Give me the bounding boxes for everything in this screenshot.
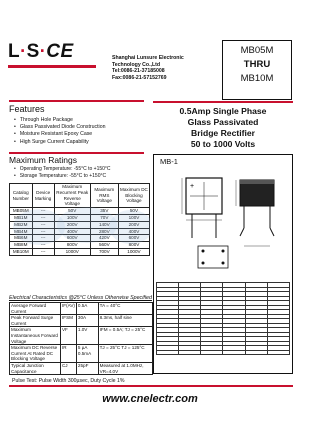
features-list	[14, 117, 144, 146]
cell: MB4M	[10, 228, 33, 235]
cell: MB05M	[10, 208, 33, 215]
cell: 5 µA 0.5mA	[76, 345, 98, 363]
cell: 0.5A	[76, 303, 98, 315]
col-header: Device Marking	[32, 184, 54, 208]
divider-title	[153, 101, 293, 103]
electrical-heading: Electrical Characteristics @25°C Unless Otherwise Specified	[9, 295, 152, 301]
cell: MB2M	[10, 221, 33, 228]
cell: 1000V	[118, 248, 149, 255]
part-thru: THRU	[243, 59, 271, 70]
cell: Typical Junction Capacitance	[10, 362, 61, 374]
divider-features	[9, 100, 144, 102]
website-url[interactable]: www.cnelectr.com	[102, 393, 198, 405]
dimension-cell	[157, 350, 179, 355]
dimension-cell	[223, 350, 245, 355]
watermark-overlay	[9, 205, 150, 250]
temperature-list	[14, 166, 144, 180]
footnote: Pulse Test: Pulse Width 300µsec, Duty Cycle 1%	[12, 378, 125, 384]
cell: TJ = 25°C TJ = 125°C	[98, 345, 152, 363]
dimension-cell	[179, 350, 201, 355]
cell: Maximum DC Reverse Current At Rated DC Blocking Voltage	[10, 345, 61, 363]
package-label: MB-1	[160, 157, 178, 166]
cell: 1000V	[54, 248, 90, 255]
cell: MB1M	[10, 214, 33, 221]
cell: Peak Forward Surge Current	[10, 315, 61, 327]
logo-letter-s: S	[26, 41, 40, 62]
logo-letter-l: L	[8, 41, 21, 62]
cell: VF	[60, 327, 76, 345]
cell: IF(AV)	[60, 303, 76, 315]
dimension-table	[156, 282, 290, 355]
electrical-table	[9, 302, 153, 375]
company-name-2: Technology Co.,Ltd	[112, 61, 161, 68]
col-header: Maximum RMS Voltage	[90, 184, 118, 208]
cell: 25pF	[76, 362, 98, 374]
divider-ratings	[9, 152, 144, 154]
cell: 50V	[118, 208, 149, 215]
cell: 560V	[90, 242, 118, 249]
cell: IR	[60, 345, 76, 363]
dimension-cell	[267, 350, 289, 355]
part-from: MB05M	[240, 45, 274, 56]
company-fax: Fax:0086-21-57152769	[112, 74, 167, 81]
cell: 8.3ms, half sine	[98, 315, 152, 327]
table-row	[10, 315, 153, 327]
title-line: Glass Passivated	[187, 117, 259, 127]
cell: 140V	[90, 221, 118, 228]
cell: ---	[32, 214, 54, 221]
divider-footer	[9, 385, 293, 387]
svg-text:+: +	[190, 183, 195, 190]
logo-letters-ce: CE	[46, 41, 74, 62]
title-line: 0.5Amp Single Phase	[179, 106, 267, 116]
cell: 600V	[118, 235, 149, 242]
part-number-box	[222, 40, 292, 100]
cell: 50V	[54, 208, 90, 215]
feature-item: • Moisture Resistant Epoxy Case	[14, 131, 144, 138]
logo-dot: ·	[20, 41, 27, 61]
feature-item: • Through Hole Package	[14, 117, 144, 124]
cell: Measured at 1.0MHz, VR=4.0V	[98, 362, 152, 374]
cell: Maximum Instantaneous Forward Voltage	[10, 327, 61, 345]
title-line: 50 to 1000 Volts	[190, 139, 256, 149]
table-row	[10, 345, 153, 363]
max-ratings-heading: Maximum Ratings	[9, 155, 78, 165]
dimension-cell	[245, 350, 267, 355]
cell: ---	[32, 228, 54, 235]
logo-dot-2: ·	[39, 41, 47, 61]
temperature-item: • Operating Temperature: -55°C to +150°C	[14, 166, 144, 173]
cell: 100V	[118, 214, 149, 221]
col-header: Maximum DC Blocking Voltage	[118, 184, 149, 208]
cell: 280V	[90, 228, 118, 235]
cell: MB8M	[10, 242, 33, 249]
col-header: Maximum Recurrent Peak Reverse Voltage	[54, 184, 90, 208]
temperature-item: • Storage Temperature: -55°C to +150°C	[14, 173, 144, 180]
company-name: Shanghai Lunsure Electronic	[112, 55, 184, 61]
company-logo	[8, 41, 94, 63]
cell: 200V	[54, 221, 90, 228]
cell: 200V	[118, 221, 149, 228]
cell: ---	[32, 208, 54, 215]
cell: 70V	[90, 214, 118, 221]
cell: MB10M	[10, 248, 33, 255]
cell: 30A	[76, 315, 98, 327]
features-heading: Features	[9, 104, 45, 114]
cell: 420V	[90, 235, 118, 242]
cell: 1.0V	[76, 327, 98, 345]
cell: IFM = 0.5A; TJ = 25°C	[98, 327, 152, 345]
table-row	[10, 303, 153, 315]
company-info	[112, 55, 212, 81]
cell: ---	[32, 242, 54, 249]
cell: 600V	[54, 235, 90, 242]
cell: 400V	[54, 228, 90, 235]
cell: ---	[32, 248, 54, 255]
cell: Average Forward Current	[10, 303, 61, 315]
col-header: Catalog Number	[10, 184, 33, 208]
dimension-cell	[201, 350, 223, 355]
cell: 800V	[54, 242, 90, 249]
table-row	[10, 362, 153, 374]
cell: IFSM	[60, 315, 76, 327]
cell: 800V	[118, 242, 149, 249]
cell: ---	[32, 221, 54, 228]
cell: CJ	[60, 362, 76, 374]
cell: 35V	[90, 208, 118, 215]
product-title	[153, 104, 293, 150]
cell: ---	[32, 235, 54, 242]
table-row	[10, 327, 153, 345]
cell: 400V	[118, 228, 149, 235]
logo-underline	[8, 65, 96, 68]
cell: 700V	[90, 248, 118, 255]
package-drawing	[170, 170, 286, 275]
feature-item: • High Surge Current Capability	[14, 139, 144, 146]
cell: 100V	[54, 214, 90, 221]
feature-item: • Glass Passivated Diode Construction	[14, 124, 144, 131]
cell: TA = 40°C	[98, 303, 152, 315]
dimension-row	[157, 350, 290, 355]
part-to: MB10M	[240, 73, 274, 84]
title-line: Bridge Rectifier	[191, 128, 255, 138]
company-tel: Tel:0086-21-37185008	[112, 68, 165, 75]
cell: MB6M	[10, 235, 33, 242]
